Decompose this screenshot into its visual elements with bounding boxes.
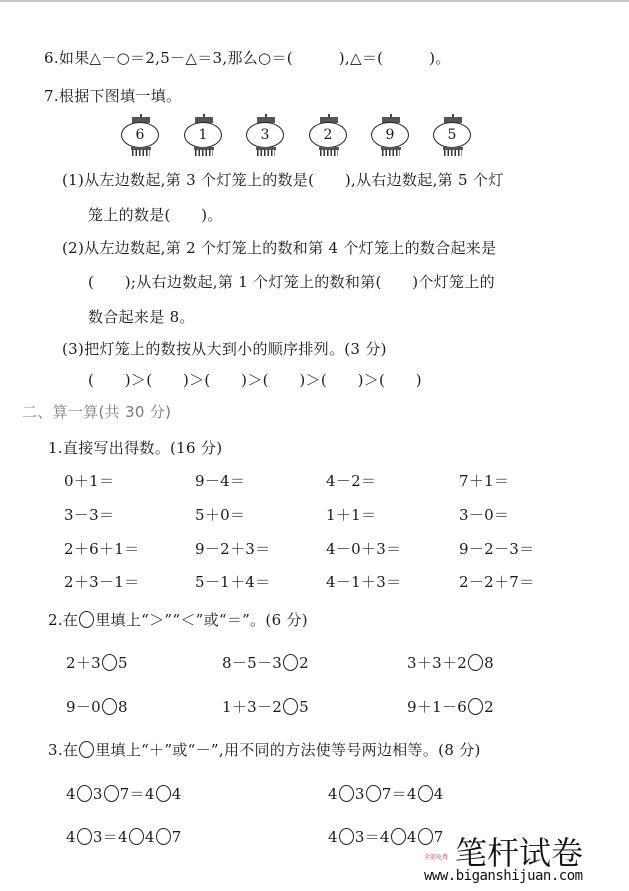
math-item: 5＋0＝ xyxy=(195,506,246,524)
math-item: 2－2＋7＝ xyxy=(459,573,535,591)
answer-circle[interactable] xyxy=(283,654,298,671)
answer-circle[interactable] xyxy=(77,828,92,845)
math-item: 2＋3－1＝ xyxy=(64,573,140,591)
answer-circle[interactable] xyxy=(283,698,298,715)
answer-circle[interactable] xyxy=(418,785,433,802)
answer-circle[interactable] xyxy=(102,698,117,715)
compare-item: 1＋3－2 5 xyxy=(222,698,309,716)
answer-circle[interactable] xyxy=(366,785,381,802)
q7-sub3-line1: (3)把灯笼上的数按从大到小的顺序排列。(3 分) xyxy=(62,340,387,358)
q7-sub1-line1: (1)从左边数起,第 3 个灯笼上的数是( ),从右边数起,第 5 个灯 xyxy=(62,171,504,189)
watermark-title: 笔杆试卷 xyxy=(455,834,584,872)
lantern-icon: 9 xyxy=(368,114,414,160)
q7-sub1-line2: 笼上的数是( )。 xyxy=(88,206,223,224)
compare-item: 9－0 8 xyxy=(66,698,128,716)
math-item: 7＋1＝ xyxy=(459,472,510,490)
s2-q3-title: 3.在 里填上“＋”或“－”,用不同的方法使等号两边相等。(8 分) xyxy=(48,741,481,759)
equation-item: 4 3 7＝4 4 xyxy=(328,785,444,803)
answer-circle[interactable] xyxy=(468,698,483,715)
answer-circle[interactable] xyxy=(339,785,354,802)
math-item: 9－2－3＝ xyxy=(459,540,535,558)
math-item: 4－0＋3＝ xyxy=(326,540,402,558)
math-item: 1＋1＝ xyxy=(326,506,377,524)
answer-circle[interactable] xyxy=(156,828,171,845)
answer-circle[interactable] xyxy=(77,785,92,802)
answer-circle[interactable] xyxy=(391,828,406,845)
lantern-icon: 2 xyxy=(306,114,352,160)
answer-circle[interactable] xyxy=(156,785,171,802)
watermark-url: www.biganshijuan.com xyxy=(424,868,583,884)
q7-sub2-line2: ( );从右边数起,第 1 个灯笼上的数和第( )个灯笼上的 xyxy=(88,273,495,291)
top-border xyxy=(0,0,629,2)
q7-sub3-order: ( )＞( )＞( )＞( )＞( )＞( ) xyxy=(88,371,422,389)
question-7-title: 7.根据下图填一填。 xyxy=(44,87,182,105)
answer-circle[interactable] xyxy=(129,828,144,845)
math-item: 3－3＝ xyxy=(64,506,115,524)
answer-circle[interactable] xyxy=(104,785,119,802)
answer-circle[interactable] xyxy=(468,654,483,671)
math-item: 3－0＝ xyxy=(459,506,510,524)
equation-item: 4 3 7＝4 4 xyxy=(66,785,182,803)
s2-q2-title: 2.在 里填上“＞”“＜”或“＝”。(6 分) xyxy=(48,611,308,629)
math-item: 9－2＋3＝ xyxy=(195,540,271,558)
lantern-icon: 1 xyxy=(181,114,227,160)
math-item: 4－1＋3＝ xyxy=(326,573,402,591)
lantern-icon: 6 xyxy=(118,114,164,160)
circle-icon xyxy=(79,611,94,628)
q7-sub2-line3: 数合起来是 8。 xyxy=(88,308,195,326)
answer-circle[interactable] xyxy=(102,654,117,671)
compare-item: 2＋3 5 xyxy=(66,654,128,672)
section-2-title: 二、算一算(共 30 分) xyxy=(22,403,172,421)
equation-item: 4 3＝4 4 7 xyxy=(328,828,444,846)
circle-icon xyxy=(79,741,94,758)
answer-circle[interactable] xyxy=(418,828,433,845)
math-item: 2＋6＋1＝ xyxy=(64,540,140,558)
lantern-icon: 5 xyxy=(430,114,476,160)
math-item: 4－2＝ xyxy=(326,472,377,490)
compare-item: 9＋1－6 2 xyxy=(407,698,494,716)
compare-item: 8－5－3 2 xyxy=(222,654,309,672)
math-item: 9－4＝ xyxy=(195,472,246,490)
equation-item: 4 3＝4 4 7 xyxy=(66,828,182,846)
q7-sub2-line1: (2)从左边数起,第 2 个灯笼上的数和第 4 个灯笼上的数合起来是 xyxy=(62,239,497,257)
lantern-icon: 3 xyxy=(243,114,289,160)
s2-q1-title: 1.直接写出得数。(16 分) xyxy=(48,439,223,457)
question-6: 6.如果△－○＝2,5－△＝3,那么○＝( ),△＝( )。 xyxy=(44,49,451,67)
watermark-tag: 全部免费 xyxy=(424,854,449,861)
math-item: 0＋1＝ xyxy=(64,472,115,490)
answer-circle[interactable] xyxy=(339,828,354,845)
math-item: 5－1＋4＝ xyxy=(195,573,271,591)
compare-item: 3＋3＋2 8 xyxy=(407,654,494,672)
